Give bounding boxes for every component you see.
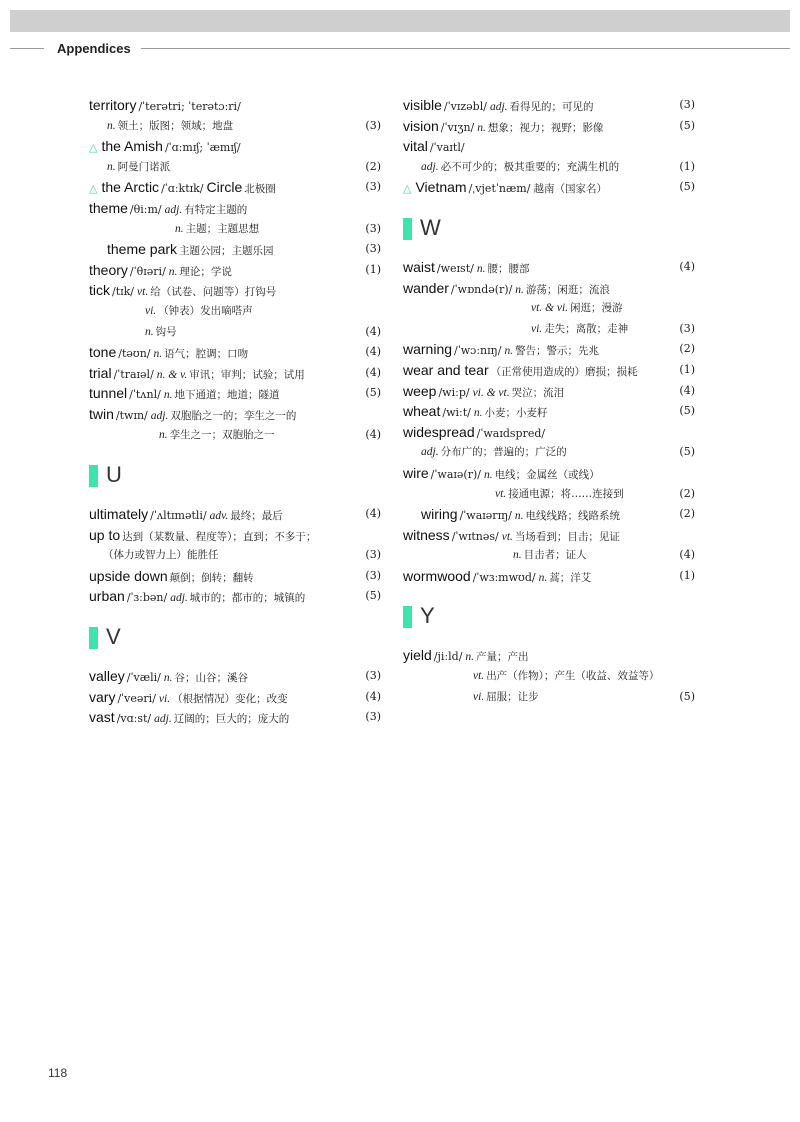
part-of-speech: vi. & vt. [472,386,510,399]
glossary-line [89,95,381,116]
definition: 钩号 [155,325,177,338]
unit-number: (1) [679,159,695,173]
part-of-speech: vt. [495,487,507,500]
definition: 产量；产出 [476,651,529,664]
glossary-line [403,666,695,687]
part-of-speech: n. [163,672,173,685]
part-of-speech: vi. [158,692,171,705]
part-of-speech: adj. [421,160,439,173]
headword: wiring [421,506,458,523]
headword: valley [89,668,125,685]
definition: 游荡；闲逛；流浪 [525,283,610,296]
glossary-line [403,360,695,381]
part-of-speech: vi. [531,322,543,335]
headword: wear and tear [403,361,489,378]
phonetic: /weɪst/ [436,261,474,275]
glossary-line [403,504,695,525]
phonetic: /ˈwɜːmwʊd/ [472,570,536,584]
unit-number: (5) [365,386,381,400]
headword: warning [403,341,453,358]
phonetic: /ˈwaɪərɪŋ/ [459,509,512,523]
phonetic: /ˈɜːbən/ [126,591,168,605]
glossary-line [403,319,695,340]
phonetic: /ˈwɒndə(r)/ [450,282,513,296]
part-of-speech: n. [465,651,475,664]
unit-number: (3) [365,710,381,724]
definition: 达到（某数量、程度等）；直到；不多于； [122,530,317,543]
phonetic: /ˈwaɪə(r)/ [430,467,481,481]
part-of-speech: n. [476,262,486,275]
unit-number: (4) [679,383,695,397]
definition: 小麦；小麦籽 [484,407,548,420]
unit-number: (4) [365,345,381,359]
part-of-speech: n. [513,549,522,562]
section-letter: W [420,214,441,240]
glossary-line [403,442,695,463]
section-accent-bar [403,606,412,628]
definition: 辽阔的；巨大的；庞大的 [173,713,290,726]
definition: 城市的；都市的；城镇的 [189,592,306,605]
section-heading [89,626,381,650]
section-accent-bar [89,465,98,487]
glossary-line [403,298,695,319]
unit-number: (3) [365,242,381,256]
section-letter: U [106,462,122,488]
unit-number: (5) [365,589,381,603]
glossary-line [403,157,695,178]
unit-number: (4) [365,507,381,521]
glossary-line [403,687,695,708]
definition: 越南（国家名） [533,183,607,196]
unit-number: (3) [365,568,381,582]
phonetic: /jiːld/ [433,650,463,664]
glossary-line [403,339,695,360]
triangle-marker-icon: △ [403,182,412,196]
definition: 给（试卷、问题等）打钩号 [150,286,277,299]
phonetic: /wiːp/ [438,385,470,399]
glossary-left-column [89,95,381,728]
section-letter: Y [420,603,435,629]
header-rule-right [141,48,790,49]
unit-number: (2) [679,342,695,356]
headword: tunnel [89,385,128,402]
glossary-line [403,95,695,116]
unit-number: (3) [679,98,695,111]
part-of-speech: adj. [170,592,188,605]
phonetic: /vɑːst/ [116,712,152,726]
triangle-marker-icon: △ [89,182,98,196]
glossary-right-column [403,95,695,707]
definition: 屈服；让步 [486,690,539,703]
section-heading [403,605,695,629]
unit-number: (5) [679,689,695,703]
headword: vital [403,138,428,155]
definition: 闲逛；漫游 [570,302,623,315]
part-of-speech: adv. [209,510,229,523]
definition: 审讯；审判；试验；试用 [189,368,305,381]
definition: 主题；主题思想 [185,222,260,235]
part-of-speech: n. [168,265,178,278]
phonetic: /θiːm/ [129,202,162,216]
definition: 腰；腰部 [487,262,530,275]
glossary-line [89,157,381,178]
glossary-line [403,525,695,546]
glossary-line [89,116,381,137]
unit-number: (5) [679,180,695,194]
phonetic: /ˈvɪzəbl/ [443,100,487,113]
phonetic: /ˈwɪtnəs/ [451,529,499,543]
part-of-speech: n. [515,283,524,296]
part-of-speech: adj. [421,446,439,459]
headword: waist [403,258,435,275]
part-of-speech: n. [163,389,173,402]
phonetic: /ˈtraɪəl/ [113,367,154,381]
page-header-title: Appendices [57,41,131,56]
triangle-marker-icon: △ [89,141,98,155]
glossary-line [403,177,695,198]
part-of-speech: n. [514,510,524,523]
glossary-line [403,484,695,505]
glossary-line [89,301,381,322]
glossary-line [403,257,695,278]
glossary-line [89,525,381,546]
glossary-line [403,422,695,443]
definition: 当场看到；目击；见证 [514,530,620,543]
headword: tone [89,344,117,361]
headword: theme park [107,241,178,258]
section-letter: V [106,624,121,650]
phonetic: /wiːt/ [442,406,471,420]
page-number: 118 [48,1066,68,1080]
definition: 阿曼门诺派 [117,160,171,173]
glossary-line [403,645,695,666]
part-of-speech: n. [538,571,548,584]
glossary-line [89,666,381,687]
glossary-line [89,342,381,363]
unit-number: (3) [679,321,695,335]
unit-number: (4) [365,365,381,379]
headword: wormwood [403,567,471,584]
phonetic: /ˈvaɪtl/ [429,141,465,155]
headword: weep [403,382,437,399]
unit-number: (3) [365,548,381,562]
definition: 谷；山谷；溪谷 [174,672,248,685]
glossary-line [403,278,695,299]
unit-number: (1) [679,362,695,376]
headword: ultimately [89,506,149,523]
part-of-speech: n. [145,325,154,338]
glossary-line [403,566,695,587]
unit-number: (3) [365,180,381,194]
definition: 有特定主题的 [184,203,248,216]
part-of-speech: n. [504,345,514,358]
part-of-speech: adj. [489,101,508,113]
phonetic: /ˈʌltɪmətli/ [150,509,207,523]
part-of-speech: n. [477,121,486,134]
glossary-line [89,177,381,198]
glossary-line [403,463,695,484]
unit-number: (4) [679,259,695,273]
headword: vast [89,709,115,726]
definition: 走失；离散；走神 [544,322,629,335]
glossary-line [403,116,695,137]
part-of-speech: adj. [154,713,172,726]
definition: （体力或智力上）能胜任 [103,549,219,562]
definition: 孪生之一；双胞胎之一 [169,428,275,441]
definition: 警告；警示；先兆 [515,345,600,358]
definition: （正常使用造成的）磨损；损耗 [490,365,638,378]
part-of-speech: vi. [473,690,485,703]
unit-number: (4) [365,427,381,441]
definition: 主题公园；主题乐园 [179,245,274,258]
phonetic: /ˈwɔːnɪŋ/ [454,344,502,358]
part-of-speech: adj. [150,409,169,422]
glossary-line [89,545,381,566]
unit-number: (4) [679,548,695,562]
glossary-line [89,219,381,240]
definition: 目击者；证人 [523,549,587,562]
definition: 北极圈 [244,183,276,196]
phonetic: /ˌvjetˈnæm/ [468,182,531,196]
phonetic: /ˈveəri/ [117,691,156,705]
headword: the Arctic [101,179,160,196]
definition: 双胞胎之一的；孪生之一的 [170,409,297,422]
phonetic: /təʊn/ [118,347,151,361]
definition: 分布广的；普遍的；广泛的 [440,446,567,459]
definition: 语气；腔调；口吻 [164,348,249,361]
glossary-line [89,586,381,607]
unit-number: (3) [365,118,381,132]
part-of-speech: vt. & vi. [531,302,569,315]
headword: widespread [403,423,475,440]
definition: 颠倒；倒转；翻转 [169,571,254,584]
headword: theory [89,261,128,278]
unit-number: (2) [679,486,695,500]
definition: （根据情况）变化；改变 [172,692,288,705]
header-rule-left [10,48,44,49]
unit-number: (1) [679,568,695,582]
definition: 出产（作物）；产生（收益、效益等） [486,670,660,683]
part-of-speech: vt. [473,670,485,683]
glossary-line [89,504,381,525]
phonetic: /ˈθɪəri/ [129,264,166,278]
unit-number: (4) [365,324,381,338]
glossary-line [89,425,381,446]
part-of-speech: vi. [145,304,157,317]
part-of-speech: vt. [501,530,513,543]
unit-number: (1) [365,262,381,276]
part-of-speech: vt. [137,286,149,299]
headword: yield [403,647,432,664]
definition: 电线线路；线路系统 [525,510,621,523]
part-of-speech: n. & v. [156,368,188,381]
phonetic: /tɪk/ [112,285,135,299]
phonetic: /ˈvɪʒn/ [440,120,475,134]
headword: vision [403,117,439,134]
headword: wire [403,464,429,481]
glossary-line [89,404,381,425]
section-heading [403,214,695,241]
header-band [10,10,790,32]
glossary-line [403,136,695,157]
headword: territory [89,97,137,113]
phonetic: /ˈtʌnl/ [129,388,161,402]
definition: 接通电源；将……连接到 [508,487,624,500]
unit-number: (5) [679,118,695,132]
definition: 地下通道；地道；隧道 [174,389,280,402]
definition: 想象；视力；视野；影像 [487,121,604,134]
phonetic: /ˈterətri; ˈterətɔːri/ [138,100,241,113]
definition: 最终；最后 [230,510,283,523]
definition: （钟表）发出嘀嗒声 [158,304,253,317]
definition: 哭泣；流泪 [511,386,565,399]
headword: Vietnam [415,179,467,196]
glossary-line [403,381,695,402]
phonetic: /ˈɑːktɪk/ [161,182,204,196]
part-of-speech: n. [473,407,483,420]
glossary-line [89,363,381,384]
headword: the Amish [101,138,163,155]
definition: 必不可少的；极其重要的；充满生机的 [440,160,620,173]
section-accent-bar [403,218,412,240]
unit-number: (2) [679,507,695,521]
glossary-line [89,383,381,404]
part-of-speech: n. [107,160,116,173]
headword: theme [89,199,128,216]
glossary-line [89,707,381,728]
part-of-speech: n. [107,119,116,132]
part-of-speech: n. [159,428,168,441]
glossary-line [89,198,381,219]
definition: 看得见的；可见的 [509,101,594,113]
glossary-line [89,566,381,587]
phonetic: /ˈvæli/ [126,671,161,685]
headword: witness [403,526,450,543]
section-heading [89,464,381,488]
phonetic: /twɪn/ [115,408,148,422]
part-of-speech: adj. [164,203,183,216]
headword: upside down [89,567,168,584]
headword: tick [89,282,110,299]
glossary-line [403,545,695,566]
section-accent-bar [89,627,98,649]
glossary-line [89,687,381,708]
headword: twin [89,405,114,422]
glossary-line [89,260,381,281]
definition: 蒿；洋艾 [549,571,592,584]
unit-number: (2) [365,159,381,173]
unit-number: (5) [679,404,695,418]
glossary-line [89,280,381,301]
phonetic: /ˈwaɪdspred/ [476,426,546,440]
phonetic: /ˈɑːmɪʃ; ˈæmɪʃ/ [164,141,241,155]
glossary-line [403,401,695,422]
unit-number: (3) [365,221,381,235]
headword-continued: Circle [206,179,243,196]
headword: up to [89,526,121,543]
unit-number: (4) [365,689,381,703]
glossary-line [89,322,381,343]
part-of-speech: n. [175,222,184,235]
unit-number: (5) [679,445,695,459]
definition: 电线；金属丝（或线） [494,468,600,481]
definition: 领土；版图；领域；地盘 [117,119,234,132]
headword: wheat [403,403,441,420]
part-of-speech: n. [483,468,493,481]
definition: 理论；学说 [179,265,232,278]
part-of-speech: n. [153,348,163,361]
headword: visible [403,97,442,113]
headword: wander [403,279,449,296]
glossary-line [89,239,381,260]
headword: vary [89,688,116,705]
unit-number: (3) [365,669,381,683]
headword: trial [89,364,112,381]
headword: urban [89,588,125,605]
glossary-line [89,136,381,157]
